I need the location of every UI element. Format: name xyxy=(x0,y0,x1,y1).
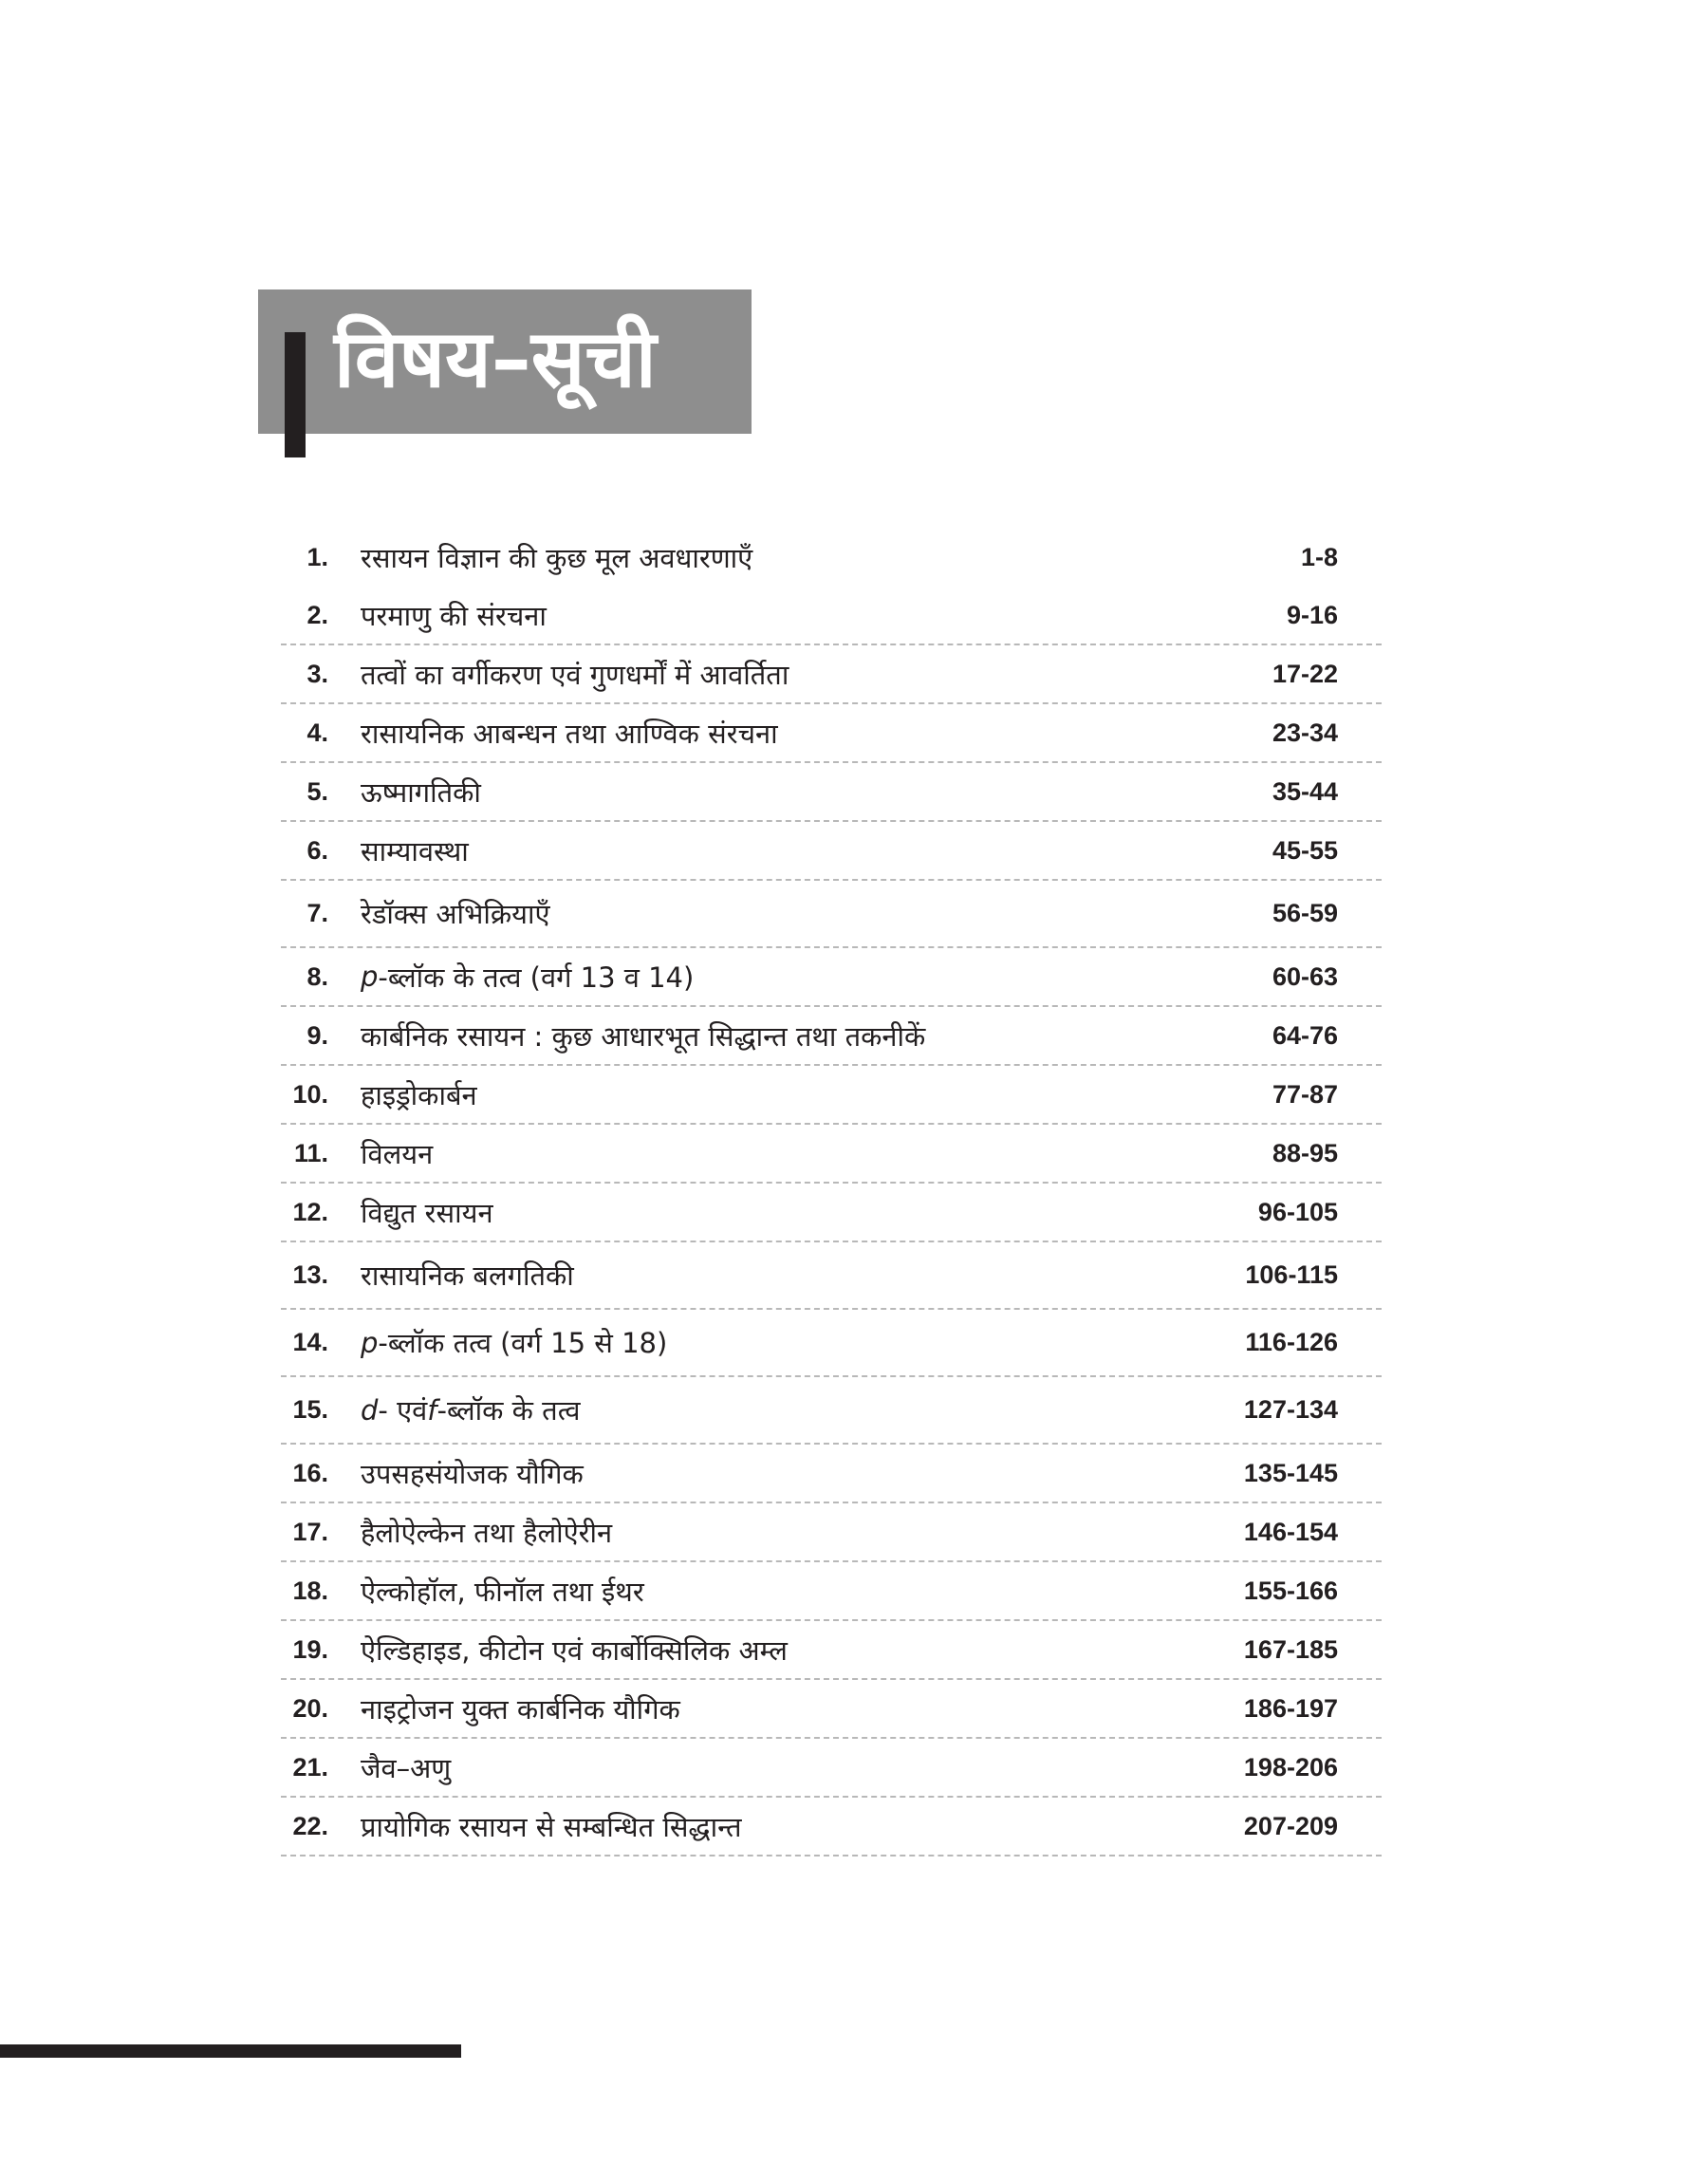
entry-title xyxy=(361,948,694,1005)
entry-pages: 56-59 xyxy=(1272,899,1338,927)
entry-number: 10. xyxy=(292,1079,328,1109)
entry-title-symbol: f xyxy=(427,1393,437,1427)
toc-entry[interactable] xyxy=(281,763,1382,822)
entry-title xyxy=(361,1310,667,1375)
entry-number: 13. xyxy=(292,1260,328,1289)
toc-entry[interactable] xyxy=(281,1621,1382,1680)
entry-number: 16. xyxy=(292,1458,328,1487)
toc-entry[interactable] xyxy=(281,1562,1382,1621)
entry-title-text: - एवं xyxy=(378,1394,428,1427)
entry-title: उपसहसंयोजक यौगिक xyxy=(361,1457,584,1490)
entry-title: विद्युत रसायन xyxy=(361,1196,493,1229)
entry-title: ऐल्कोहॉल, फीनॉल तथा ईथर xyxy=(361,1575,644,1608)
entry-number: 19. xyxy=(292,1634,328,1664)
toc-entry[interactable] xyxy=(281,1445,1382,1503)
entry-number: 11. xyxy=(293,1138,328,1167)
entry-title-text: -ब्लॉक के तत्व xyxy=(436,1394,581,1427)
entry-pages: 64-76 xyxy=(1272,1020,1338,1050)
entry-number: 9. xyxy=(306,1020,328,1050)
entry-number: 17. xyxy=(292,1517,328,1546)
entry-title: रेडॉक्स अभिक्रियाएँ xyxy=(361,898,550,930)
entry-number: 14. xyxy=(292,1328,328,1356)
toc-entry[interactable] xyxy=(281,1007,1382,1066)
entry-number: 18. xyxy=(292,1576,328,1605)
toc-entry[interactable] xyxy=(281,822,1382,881)
heading-accent-bar xyxy=(285,332,306,457)
entry-pages: 35-44 xyxy=(1272,776,1338,806)
entry-number: 22. xyxy=(292,1811,328,1840)
entry-pages: 127-134 xyxy=(1243,1395,1338,1424)
entry-pages: 45-55 xyxy=(1272,835,1338,865)
entry-title: परमाणु की संरचना xyxy=(361,599,547,632)
toc-entry[interactable] xyxy=(281,881,1382,948)
toc-entry[interactable] xyxy=(281,528,1382,587)
entry-title: ऊष्मागतिकी xyxy=(361,775,481,809)
toc-entry[interactable] xyxy=(281,1377,1382,1445)
entry-title-symbol: p xyxy=(361,961,379,993)
entry-number: 4. xyxy=(306,718,328,747)
entry-pages: 1-8 xyxy=(1300,542,1338,571)
entry-pages: 155-166 xyxy=(1243,1576,1338,1605)
toc-entry[interactable] xyxy=(281,704,1382,763)
entry-pages: 17-22 xyxy=(1272,659,1338,688)
entry-title xyxy=(361,1377,581,1443)
entry-title: प्रायोगिक रसायन से सम्बन्धित सिद्धान्त xyxy=(361,1810,742,1843)
toc-entry[interactable] xyxy=(281,1310,1382,1377)
entry-title: रसायन विज्ञान की कुछ मूल अवधारणाएँ xyxy=(361,541,753,574)
entry-pages: 116-126 xyxy=(1245,1328,1338,1356)
entry-number: 5. xyxy=(306,776,328,806)
toc-entry[interactable] xyxy=(281,1739,1382,1798)
entry-title: तत्वों का वर्गीकरण एवं गुणधर्मों में आवर्तिता xyxy=(361,658,789,691)
entry-title-symbol: p xyxy=(361,1326,379,1359)
entry-pages: 106-115 xyxy=(1245,1260,1338,1289)
toc-entry[interactable] xyxy=(281,948,1382,1007)
entry-title: हैलोऐल्केन तथा हैलोऐरीन xyxy=(361,1516,613,1549)
page-title: विषय–सूची xyxy=(334,312,657,405)
toc-entry[interactable] xyxy=(281,1066,1382,1125)
entry-pages: 88-95 xyxy=(1272,1138,1338,1167)
entry-title: विलयन xyxy=(361,1137,434,1170)
toc-entry[interactable] xyxy=(281,1184,1382,1242)
entry-title: हाइड्रोकार्बन xyxy=(361,1078,477,1111)
entry-pages: 9-16 xyxy=(1286,600,1338,629)
entry-title-text: -ब्लॉक के तत्व (वर्ग 13 व 14) xyxy=(378,961,695,994)
toc-entry[interactable] xyxy=(281,1503,1382,1562)
entry-pages: 135-145 xyxy=(1243,1458,1338,1487)
entry-title: नाइट्रोजन युक्त कार्बनिक यौगिक xyxy=(361,1692,680,1726)
toc-entry[interactable] xyxy=(281,645,1382,704)
toc-entry[interactable] xyxy=(281,1680,1382,1739)
entry-title: ऐल्डिहाइड, कीटोन एवं कार्बोक्सिलिक अम्ल xyxy=(361,1633,788,1667)
toc-entry[interactable] xyxy=(281,587,1382,645)
entry-number: 7. xyxy=(306,899,328,927)
entry-pages: 207-209 xyxy=(1243,1811,1338,1840)
toc-entry[interactable] xyxy=(281,1798,1382,1856)
entry-number: 2. xyxy=(306,600,328,629)
entry-number: 15. xyxy=(292,1395,328,1424)
entry-number: 20. xyxy=(292,1693,328,1723)
footer-rule xyxy=(0,2044,461,2058)
entry-pages: 186-197 xyxy=(1243,1693,1338,1723)
entry-number: 3. xyxy=(306,659,328,688)
toc-entry[interactable] xyxy=(281,1125,1382,1184)
toc-entry[interactable] xyxy=(281,1242,1382,1310)
entry-number: 6. xyxy=(306,835,328,865)
entry-pages: 96-105 xyxy=(1257,1197,1338,1226)
table-of-contents xyxy=(281,528,1382,1856)
entry-title: जैव–अणु xyxy=(361,1751,452,1784)
entry-pages: 23-34 xyxy=(1272,718,1338,747)
entry-title: कार्बनिक रसायन : कुछ आधारभूत सिद्धान्त तथा तकनीकें xyxy=(361,1019,926,1053)
entry-title: साम्यावस्था xyxy=(361,834,469,868)
entry-number: 8. xyxy=(306,961,328,991)
entry-title: रासायनिक बलगतिकी xyxy=(361,1259,574,1292)
entry-number: 1. xyxy=(306,542,328,571)
entry-pages: 146-154 xyxy=(1243,1517,1338,1546)
entry-pages: 167-185 xyxy=(1243,1634,1338,1664)
entry-number: 21. xyxy=(292,1752,328,1782)
entry-title: रासायनिक आबन्धन तथा आण्विक संरचना xyxy=(361,717,778,750)
entry-pages: 60-63 xyxy=(1272,961,1338,991)
entry-pages: 198-206 xyxy=(1243,1752,1338,1782)
entry-title-text: -ब्लॉक तत्व (वर्ग 15 से 18) xyxy=(378,1327,668,1359)
entry-pages: 77-87 xyxy=(1272,1079,1338,1109)
entry-number: 12. xyxy=(292,1197,328,1226)
entry-title-symbol: d xyxy=(361,1393,379,1427)
